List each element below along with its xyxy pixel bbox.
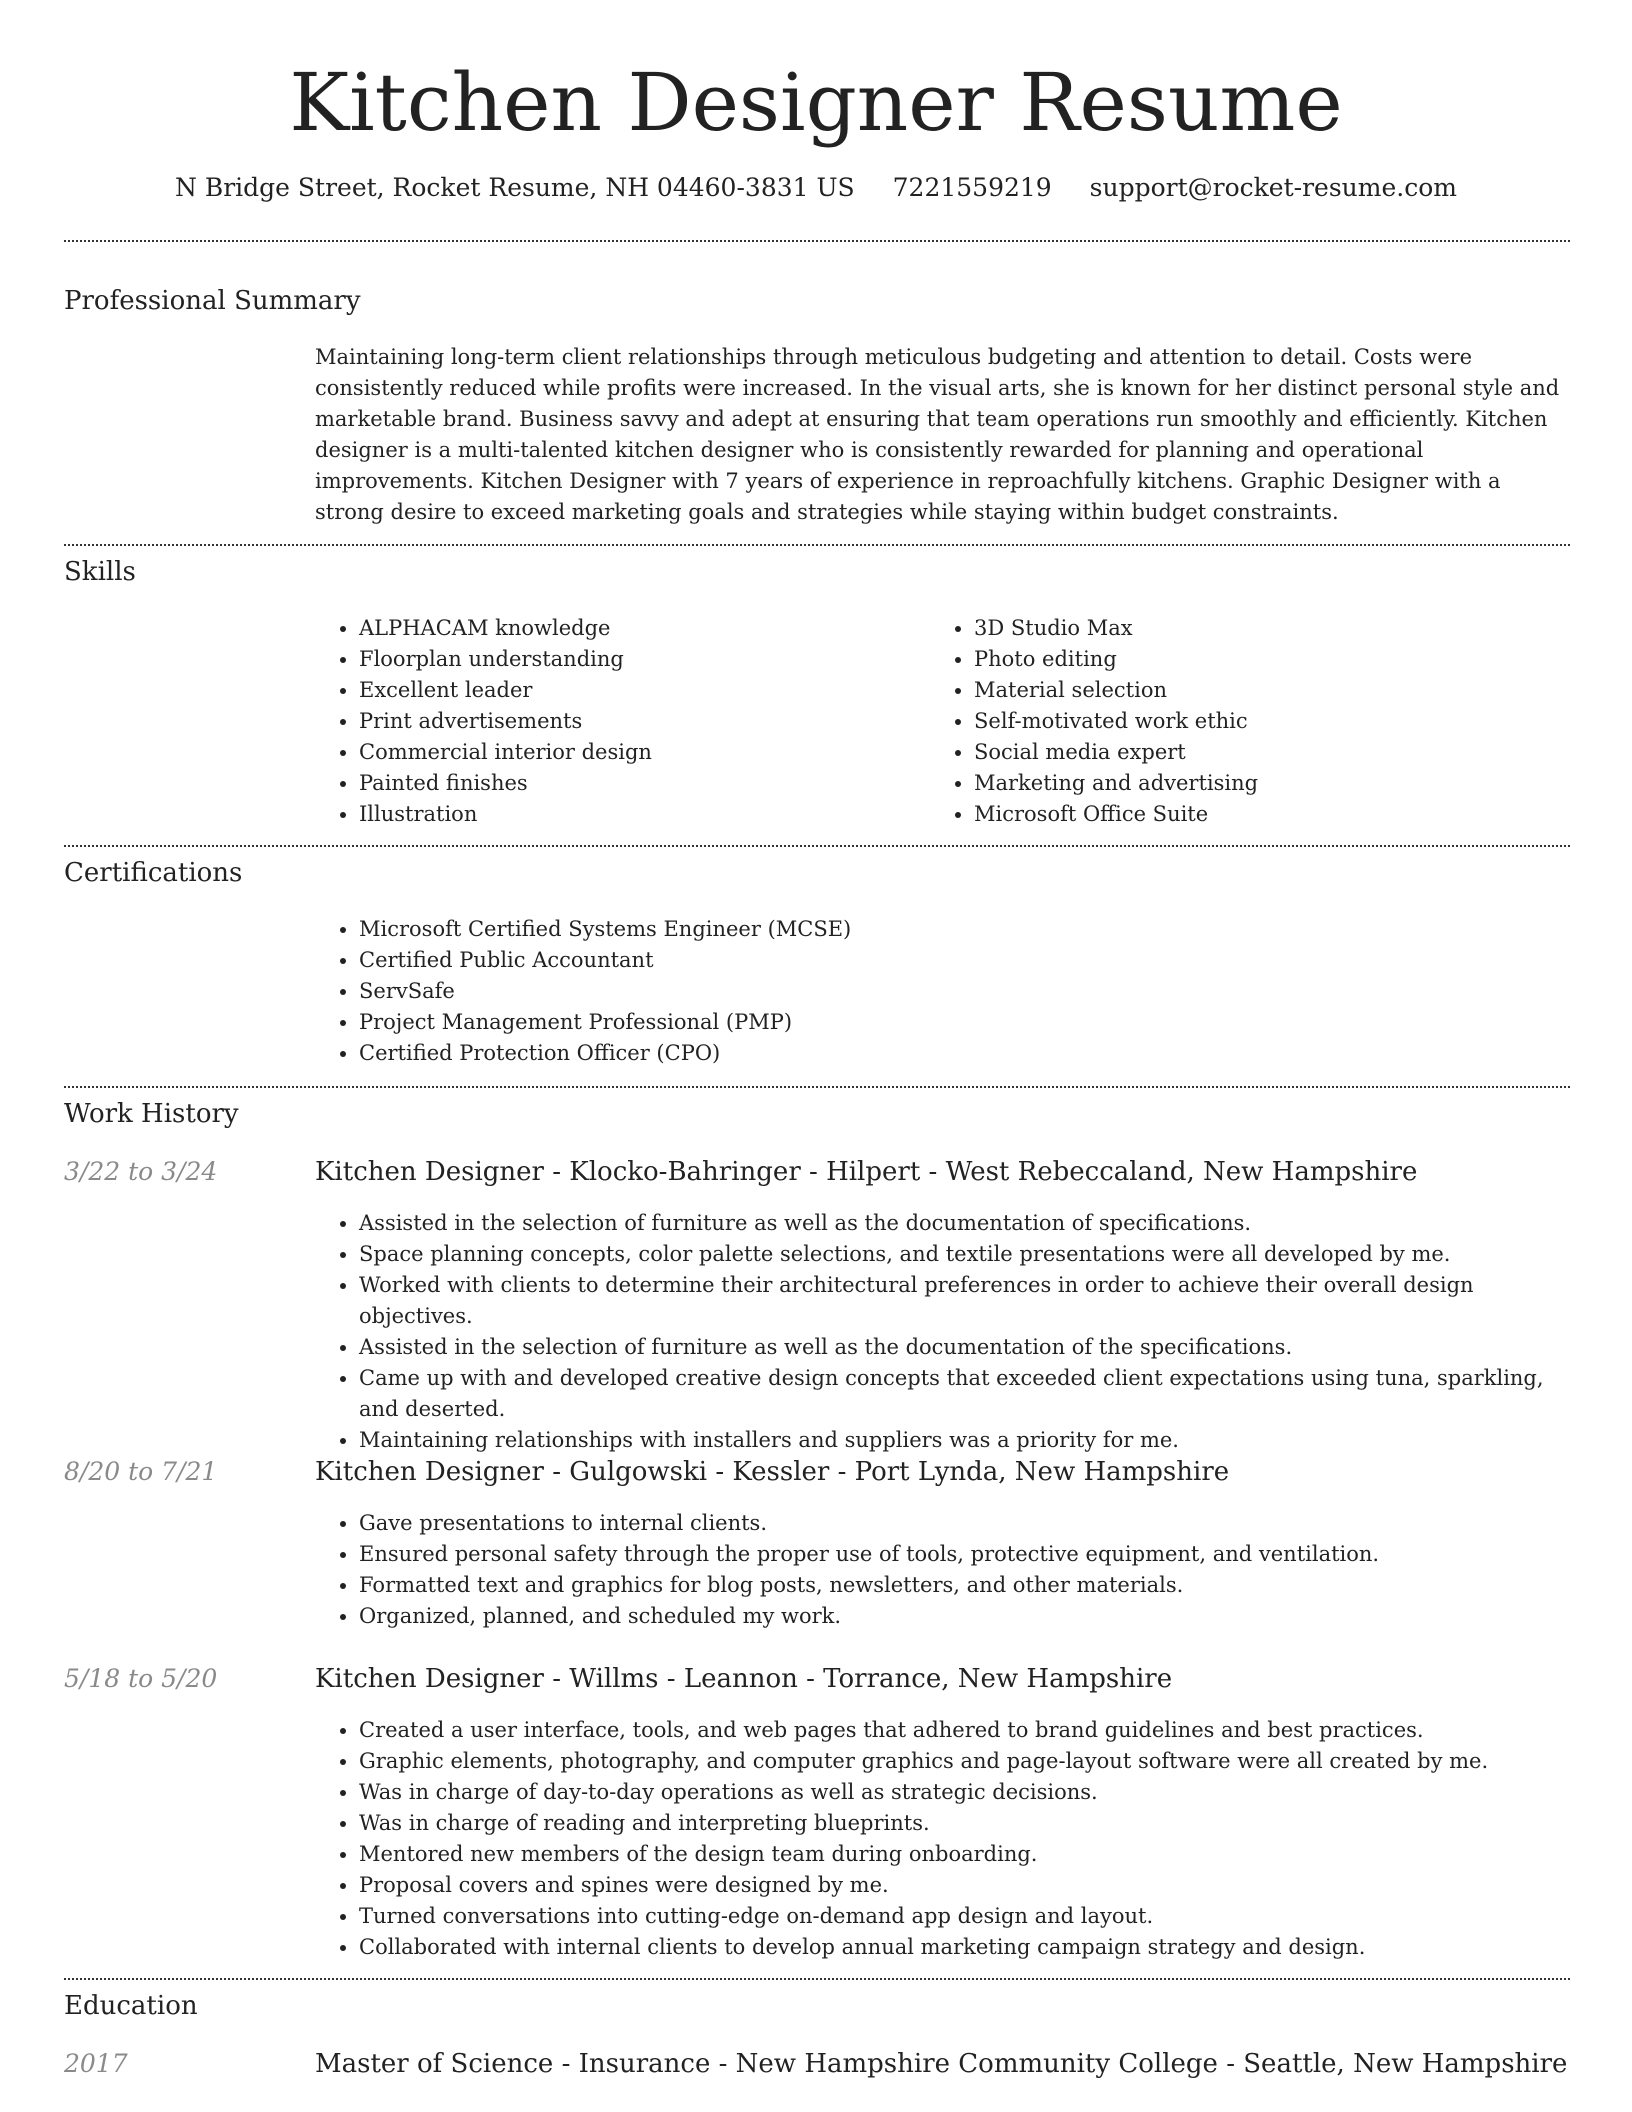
skill-item: • Microsoft Office Suite	[974, 799, 1574, 830]
certification-item: • Certified Public Accountant	[359, 945, 1569, 976]
contact-address: N Bridge Street, Rocket Resume, NH 04460-3831 US	[175, 173, 855, 202]
certification-item: • Certified Protection Officer (CPO)	[359, 1038, 1569, 1069]
skill-item: • Floorplan understanding	[359, 644, 919, 675]
job-bullet: • Formatted text and graphics for blog posts, newsletters, and other materials.	[359, 1570, 1569, 1601]
certification-item: • Microsoft Certified Systems Engineer (MCSE)	[359, 914, 1569, 945]
certification-item: • ServSafe	[359, 976, 1569, 1007]
education-year: 2017	[64, 2049, 128, 2078]
contact-phone: 7221559219	[892, 173, 1052, 202]
job-bullet: • Created a user interface, tools, and web pages that adhered to brand guidelines and best practices.	[359, 1715, 1569, 1746]
skill-item: • Painted finishes	[359, 768, 919, 799]
job-bullet: • Came up with and developed creative design concepts that exceeded client expectations using tuna, sparkling, and deserted.	[359, 1363, 1569, 1425]
job-dates: 5/18 to 5/20	[64, 1664, 218, 1693]
skill-item: • Illustration	[359, 799, 919, 830]
skill-item: • Self-motivated work ethic	[974, 706, 1574, 737]
resume-title: Kitchen Designer Resume	[289, 56, 1343, 149]
job-dates: 3/22 to 3/24	[64, 1157, 218, 1186]
job-bullet: • Was in charge of reading and interpreting blueprints.	[359, 1808, 1569, 1839]
skill-item: • Marketing and advertising	[974, 768, 1574, 799]
skill-item: • Excellent leader	[359, 675, 919, 706]
job-bullet: • Organized, planned, and scheduled my work.	[359, 1601, 1569, 1632]
skill-item: • Print advertisements	[359, 706, 919, 737]
job-bullets	[315, 1715, 1569, 1963]
skill-item: • Photo editing	[974, 644, 1574, 675]
job-dates: 8/20 to 7/21	[64, 1457, 218, 1486]
job-bullet: • Was in charge of day-to-day operations as well as strategic decisions.	[359, 1777, 1569, 1808]
section-title-skills: Skills	[64, 557, 136, 587]
job-bullet: • Collaborated with internal clients to develop annual marketing campaign strategy and design.	[359, 1932, 1569, 1963]
divider	[64, 1086, 1570, 1088]
contact-line	[0, 168, 1632, 208]
contact-email: support@rocket-resume.com	[1089, 173, 1457, 202]
job-bullet: • Turned conversations into cutting-edge on-demand app design and layout.	[359, 1901, 1569, 1932]
divider	[64, 1978, 1570, 1980]
job-bullet: • Assisted in the selection of furniture as well as the documentation of specifications.	[359, 1208, 1569, 1239]
job-bullet: • Ensured personal safety through the proper use of tools, protective equipment, and ventilation.	[359, 1539, 1569, 1570]
job-bullet: • Space planning concepts, color palette selections, and textile presentations were all developed by me.	[359, 1239, 1569, 1270]
certification-item: • Project Management Professional (PMP)	[359, 1007, 1569, 1038]
divider	[64, 240, 1570, 242]
job-bullet: • Worked with clients to determine their architectural preferences in order to achieve their overall design objectives.	[359, 1270, 1569, 1332]
job-bullet: • Maintaining relationships with installers and suppliers was a priority for me.	[359, 1425, 1569, 1456]
certifications-list	[315, 914, 1569, 1069]
job-title: Kitchen Designer - Gulgowski - Kessler - Port Lynda, New Hampshire	[315, 1457, 1230, 1487]
skill-item: • Material selection	[974, 675, 1574, 706]
job-bullet: • Mentored new members of the design team during onboarding.	[359, 1839, 1569, 1870]
skill-item: • Social media expert	[974, 737, 1574, 768]
job-bullet: • Assisted in the selection of furniture as well as the documentation of the specifications.	[359, 1332, 1569, 1363]
divider	[64, 845, 1570, 847]
job-bullet: • Proposal covers and spines were designed by me.	[359, 1870, 1569, 1901]
job-bullet: • Gave presentations to internal clients.	[359, 1508, 1569, 1539]
job-bullet: • Graphic elements, photography, and computer graphics and page-layout software were all created by me.	[359, 1746, 1569, 1777]
job-title: Kitchen Designer - Klocko-Bahringer - Hilpert - West Rebeccaland, New Hampshire	[315, 1157, 1418, 1187]
job-bullets	[315, 1508, 1569, 1632]
section-title-certifications: Certifications	[64, 858, 243, 888]
education-degree: Master of Science - Insurance - New Hampshire Community College - Seattle, New Hampshire	[315, 2049, 1568, 2079]
summary-text: Maintaining long-term client relationships through meticulous budgeting and attention to detail. Costs were consistently reduced while profits were increased. In the visual arts, she is known for her distinct personal style and marketable brand. Business savvy and adept at ensuring that team operations run smoothly and efficiently. Kitchen designer is a multi-talented kitchen designer who is consistently rewarded for planning and operational improvements. Kitchen Designer with 7 years of experience in reproachfully kitchens. Graphic Designer with a strong desire to exceed marketing goals and strategies while staying within budget constraints.	[315, 345, 1560, 524]
job-bullets	[315, 1208, 1569, 1456]
section-title-summary: Professional Summary	[64, 286, 361, 316]
section-title-work-history: Work History	[64, 1099, 239, 1129]
skills-list-right	[930, 613, 1574, 830]
skill-item: • ALPHACAM knowledge	[359, 613, 919, 644]
skill-item: • Commercial interior design	[359, 737, 919, 768]
section-title-education: Education	[64, 1991, 198, 2021]
job-title: Kitchen Designer - Willms - Leannon - Torrance, New Hampshire	[315, 1664, 1173, 1694]
skills-list-left	[315, 613, 919, 830]
divider	[64, 544, 1570, 546]
skill-item: • 3D Studio Max	[974, 613, 1574, 644]
